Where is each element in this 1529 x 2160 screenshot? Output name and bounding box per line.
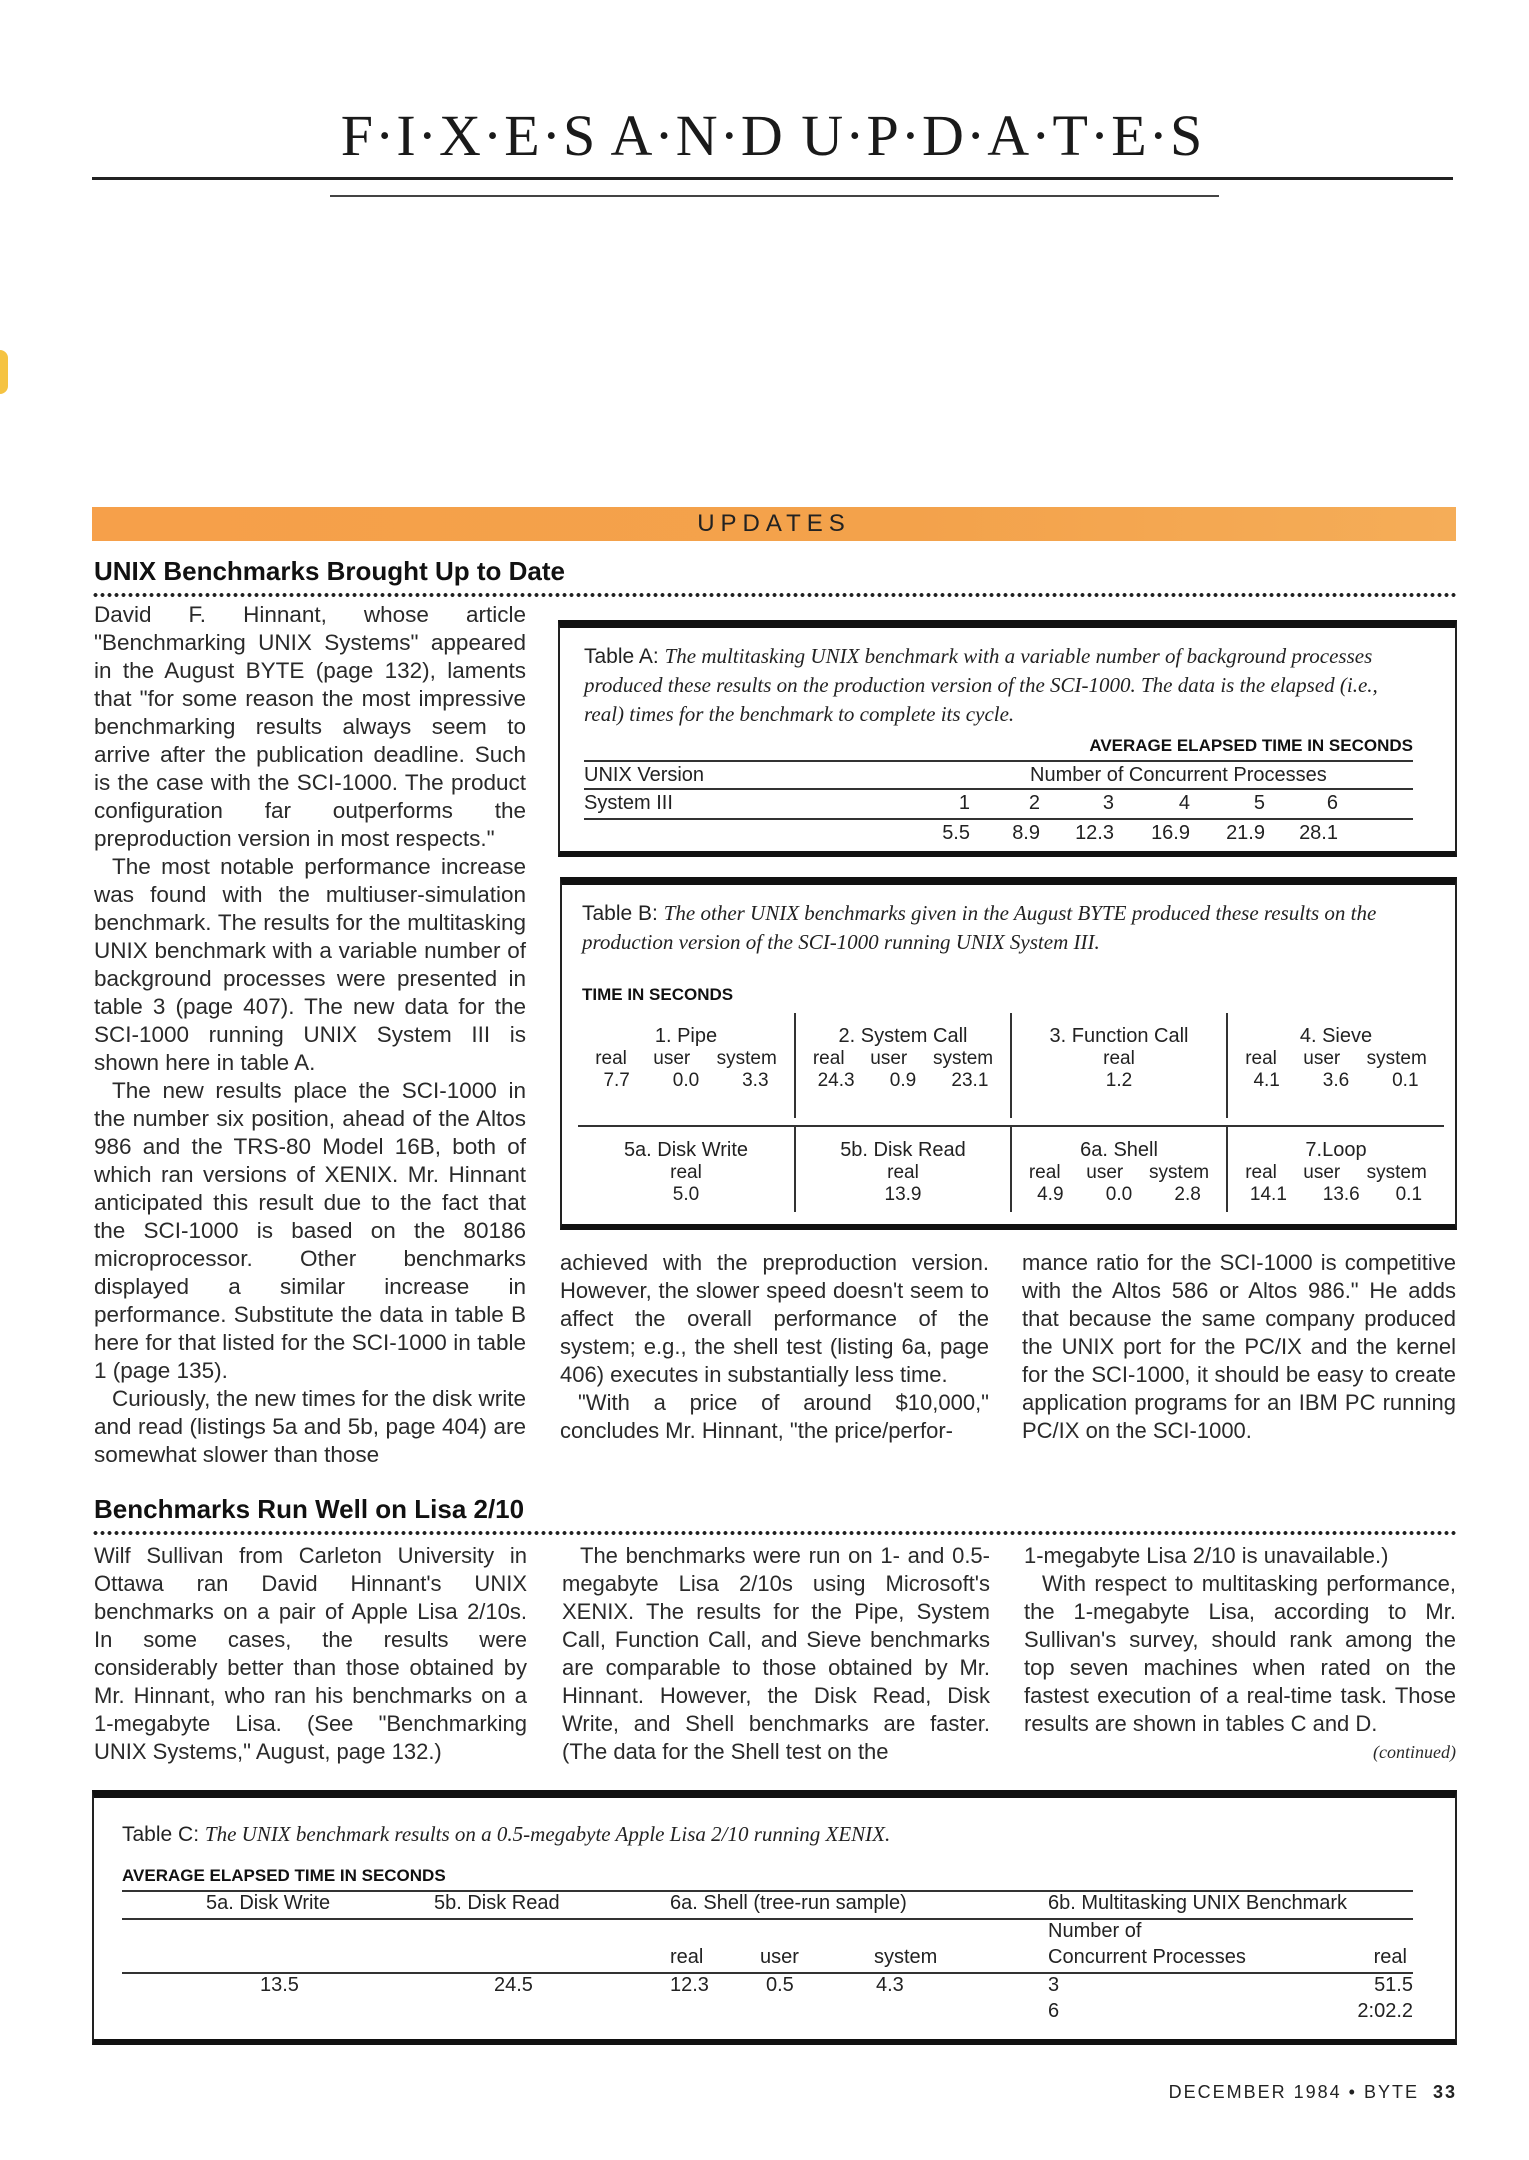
elapsed-time: 8.9 bbox=[1012, 822, 1040, 844]
measure-label: system bbox=[1366, 1048, 1427, 1069]
header-disk-read: 5b. Disk Read bbox=[434, 1892, 560, 1914]
article2-right-column bbox=[1024, 1542, 1456, 1766]
table-b-subtitle: TIME IN SECONDS bbox=[582, 985, 734, 1004]
header-disk-write: 5a. Disk Write bbox=[206, 1892, 331, 1914]
measure-label: user bbox=[870, 1048, 908, 1069]
measure-value: 0.9 bbox=[889, 1070, 917, 1091]
table-label: Table A: bbox=[584, 645, 659, 668]
benchmark-title: 5b. Disk Read bbox=[840, 1139, 966, 1161]
table-label: Table C: bbox=[122, 1823, 200, 1846]
paragraph: 1-megabyte Lisa 2/10 is unavailable.) bbox=[1024, 1543, 1389, 1568]
multi-real: 51.5 bbox=[1374, 1974, 1413, 1996]
sub-user: user bbox=[760, 1946, 799, 1968]
measure-label: system bbox=[1366, 1162, 1427, 1183]
article1-heading: UNIX Benchmarks Brought Up to Date bbox=[94, 556, 565, 586]
benchmark-title: 4. Sieve bbox=[1299, 1025, 1373, 1047]
sub-number-of: Number of bbox=[1048, 1920, 1142, 1942]
elapsed-time: 16.9 bbox=[1151, 822, 1190, 844]
multi-n: 6 bbox=[1048, 2000, 1060, 2022]
measure-label: system bbox=[716, 1048, 777, 1069]
sub-real: real bbox=[670, 1946, 704, 1968]
decorative-blob bbox=[0, 350, 8, 394]
measure-value: 7.7 bbox=[603, 1070, 630, 1091]
measure-value: 14.1 bbox=[1249, 1184, 1287, 1205]
paragraph: The benchmarks were run on 1- and 0.5-megabyte Lisa 2/10s using Microsoft's XENIX. The results for the Pipe, System Call, Function Call, and Sieve benchmarks are comparable to those obtained by Mr. Hinnant. However, the Disk Read, Disk Write, and Shell benchmarks are faster. (The data for the Shell test on the bbox=[562, 1543, 990, 1764]
row-divider bbox=[578, 1125, 1444, 1127]
benchmark-title: 1. Pipe bbox=[654, 1025, 718, 1047]
measure-label: real bbox=[1103, 1048, 1135, 1069]
measure-value: 4.9 bbox=[1037, 1184, 1064, 1205]
measure-value: 3.6 bbox=[1322, 1070, 1350, 1091]
paragraph: With respect to multitasking performance, the 1-megabyte Lisa, according to Mr. Sullivan's survey, should rank among the top seven machines when rated on the fastest execution of a real-time task. Those results are shown in tables C and D. bbox=[1024, 1571, 1456, 1736]
process-count: 2 bbox=[1028, 792, 1040, 814]
measure-label: user bbox=[653, 1048, 691, 1069]
row-label: System III bbox=[584, 792, 673, 814]
sub-concurrent: Concurrent Processes bbox=[1048, 1946, 1246, 1968]
measure-value: 5.0 bbox=[672, 1184, 700, 1205]
measure-value: 13.9 bbox=[884, 1184, 922, 1205]
paragraph: The new results place the SCI-1000 in the number six position, ahead of the Altos 986 and the TRS-80 Model 16B, both of which ran versions of XENIX. Mr. Hinnant anticipated this result due to the fact that the SCI-1000 is based on the 80186 microprocessor. Other benchmarks displayed a similar increase in performance. Substitute the data in table B here for that listed for the SCI-1000 in table 1 (page 135). bbox=[94, 1078, 526, 1383]
measure-value: 4.1 bbox=[1253, 1070, 1280, 1091]
measure-label: real bbox=[812, 1048, 845, 1069]
measure-label: user bbox=[1303, 1048, 1341, 1069]
process-count: 1 bbox=[958, 792, 970, 814]
measure-label: system bbox=[932, 1048, 994, 1069]
measure-label: real bbox=[1245, 1162, 1277, 1183]
measure-value: 0.1 bbox=[1392, 1070, 1419, 1091]
paragraph: The most notable performance increase was found with the multiuser-simulation benchmark. The results for the multitasking UNIX benchmark with a variable number of background processes were presented in table 3 (page 407). The new data for the SCI-1000 running UNIX System III is shown here in table A. bbox=[94, 854, 526, 1075]
measure-value: 1.2 bbox=[1105, 1070, 1133, 1091]
measure-value: 13.6 bbox=[1322, 1184, 1360, 1205]
issue-label: DECEMBER 1984 • BYTE bbox=[1168, 2082, 1419, 2102]
page-number: 33 bbox=[1432, 2082, 1457, 2102]
dotted-rule bbox=[92, 592, 1456, 598]
header-multitasking: 6b. Multitasking UNIX Benchmark bbox=[1048, 1892, 1348, 1914]
paragraph: achieved with the preproduction version. However, the slower speed doesn't seem to affect the overall performance of the system; e.g., the shell test (listing 6a, page 406) executes in substantially less time. bbox=[560, 1250, 989, 1387]
table-b bbox=[560, 877, 1457, 1230]
measure-value: 23.1 bbox=[951, 1070, 989, 1091]
benchmark-title: 5a. Disk Write bbox=[623, 1139, 749, 1161]
value-disk-read: 24.5 bbox=[494, 1974, 533, 1996]
caption-text: The multitasking UNIX benchmark with a variable number of background processes produced these results on the production version of the SCI-1000. The data is the elapsed (i.e., real) times for the benchmark to complete its cycle. bbox=[584, 644, 1378, 726]
value-shell-real: 12.3 bbox=[670, 1974, 709, 1996]
benchmark-cell bbox=[1012, 1013, 1228, 1118]
dotted-rule bbox=[92, 1530, 1456, 1536]
table-c-caption bbox=[122, 1820, 890, 1849]
continued-note: (continued) bbox=[1373, 1742, 1456, 1762]
benchmark-cell bbox=[578, 1127, 796, 1212]
measure-label: user bbox=[1303, 1162, 1341, 1183]
section-bar: UPDATES bbox=[92, 507, 1456, 541]
article2-left-column bbox=[94, 1542, 527, 1766]
table-a bbox=[558, 620, 1457, 857]
measure-value: 0.0 bbox=[672, 1070, 700, 1091]
measure-label: system bbox=[1148, 1162, 1210, 1183]
measure-label: real bbox=[595, 1048, 627, 1069]
process-count: 4 bbox=[1178, 792, 1190, 814]
elapsed-time: 12.3 bbox=[1075, 822, 1114, 844]
measure-value: 3.3 bbox=[742, 1070, 769, 1091]
paragraph: David F. Hinnant, whose article "Benchmarking UNIX Systems" appeared in the August BYTE (page 132), laments that "for some reason the most impressive benchmarking results always seem to arrive after the publication deadline. Such is the case with the SCI-1000. The product configuration far outperforms the preproduction version in most respects." bbox=[94, 602, 526, 851]
col-label: UNIX Version bbox=[584, 764, 705, 786]
article2-heading: Benchmarks Run Well on Lisa 2/10 bbox=[94, 1494, 525, 1524]
table-label: Table B: bbox=[582, 902, 658, 925]
table-a-caption bbox=[584, 642, 1414, 729]
title-rule bbox=[92, 177, 1453, 180]
elapsed-time: 21.9 bbox=[1226, 822, 1265, 844]
measure-label: user bbox=[1086, 1162, 1124, 1183]
benchmark-cell bbox=[796, 1013, 1012, 1118]
table-b-caption bbox=[582, 899, 1432, 957]
value-disk-write: 13.5 bbox=[260, 1974, 299, 1996]
footer bbox=[1169, 2082, 1457, 2103]
page-title: F·I·X·E·S A·N·D U·P·D·A·T·E·S bbox=[340, 103, 1205, 168]
title-rule-thin bbox=[330, 195, 1219, 197]
caption-text: The other UNIX benchmarks given in the August BYTE produced these results on the production version of the SCI-1000 running UNIX System III. bbox=[582, 901, 1377, 954]
table-c bbox=[92, 1790, 1457, 2045]
article2-middle-column bbox=[562, 1542, 990, 1766]
benchmark-cell bbox=[578, 1013, 796, 1118]
multi-n: 3 bbox=[1048, 1974, 1060, 1996]
sub-real2: real bbox=[1373, 1946, 1407, 1968]
caption-text: The UNIX benchmark results on a 0.5-megabyte Apple Lisa 2/10 running XENIX. bbox=[204, 1822, 891, 1846]
measure-value: 0.1 bbox=[1395, 1184, 1423, 1205]
header-shell: 6a. Shell (tree-run sample) bbox=[670, 1892, 907, 1914]
group-label: Number of Concurrent Processes bbox=[1030, 764, 1327, 786]
elapsed-time: 28.1 bbox=[1299, 822, 1338, 844]
measure-label: real bbox=[887, 1162, 919, 1183]
paragraph: "With a price of around $10,000," concludes Mr. Hinnant, "the price/perfor- bbox=[560, 1390, 989, 1443]
paragraph: mance ratio for the SCI-1000 is competitive with the Altos 586 or Altos 986." He adds that because the same company produced the UNIX port for the PC/IX and the kernel for the SCI-1000, it should be easy to create application programs for an IBM PC running PC/IX on the SCI-1000. bbox=[1022, 1250, 1456, 1443]
article1-left-column bbox=[94, 601, 526, 1469]
table-a-subtitle: AVERAGE ELAPSED TIME IN SECONDS bbox=[1089, 736, 1413, 755]
measure-value: 2.8 bbox=[1174, 1184, 1201, 1205]
benchmark-title: 2. System Call bbox=[838, 1025, 968, 1047]
paragraph: Curiously, the new times for the disk write and read (listings 5a and 5b, page 404) are somewhat slower than those bbox=[94, 1386, 526, 1467]
measure-label: real bbox=[1028, 1162, 1061, 1183]
value-shell-system: 4.3 bbox=[876, 1974, 904, 1996]
sub-system: system bbox=[874, 1946, 938, 1968]
measure-label: real bbox=[670, 1162, 702, 1183]
benchmark-cell bbox=[1228, 1013, 1444, 1118]
benchmark-title: 6a. Shell bbox=[1080, 1139, 1158, 1161]
process-count: 5 bbox=[1253, 792, 1265, 814]
paragraph: Wilf Sullivan from Carleton University in Ottawa ran David Hinnant's UNIX benchmarks on a pair of Apple Lisa 2/10s. In some cases, the results were considerably better than those obtained by Mr. Hinnant, who ran his benchmarks on a 1-megabyte Lisa. (See "Benchmarking UNIX Systems," August, page 132.) bbox=[94, 1543, 527, 1764]
process-count: 3 bbox=[1102, 792, 1114, 814]
measure-label: real bbox=[1245, 1048, 1277, 1069]
benchmark-cell bbox=[796, 1127, 1012, 1212]
table-c-subtitle: AVERAGE ELAPSED TIME IN SECONDS bbox=[122, 1866, 446, 1885]
article1-middle-column bbox=[560, 1249, 989, 1445]
measure-value: 24.3 bbox=[817, 1070, 855, 1091]
elapsed-time: 5.5 bbox=[942, 822, 970, 844]
benchmark-cell bbox=[1228, 1127, 1444, 1212]
benchmark-title: 3. Function Call bbox=[1049, 1025, 1189, 1047]
process-count: 6 bbox=[1326, 792, 1338, 814]
measure-value: 0.0 bbox=[1105, 1184, 1133, 1205]
benchmark-title: 7.Loop bbox=[1305, 1139, 1367, 1161]
benchmark-cell bbox=[1012, 1127, 1228, 1212]
multi-real: 2:02.2 bbox=[1357, 2000, 1413, 2022]
value-shell-user: 0.5 bbox=[766, 1974, 794, 1996]
article1-right-column bbox=[1022, 1249, 1456, 1445]
